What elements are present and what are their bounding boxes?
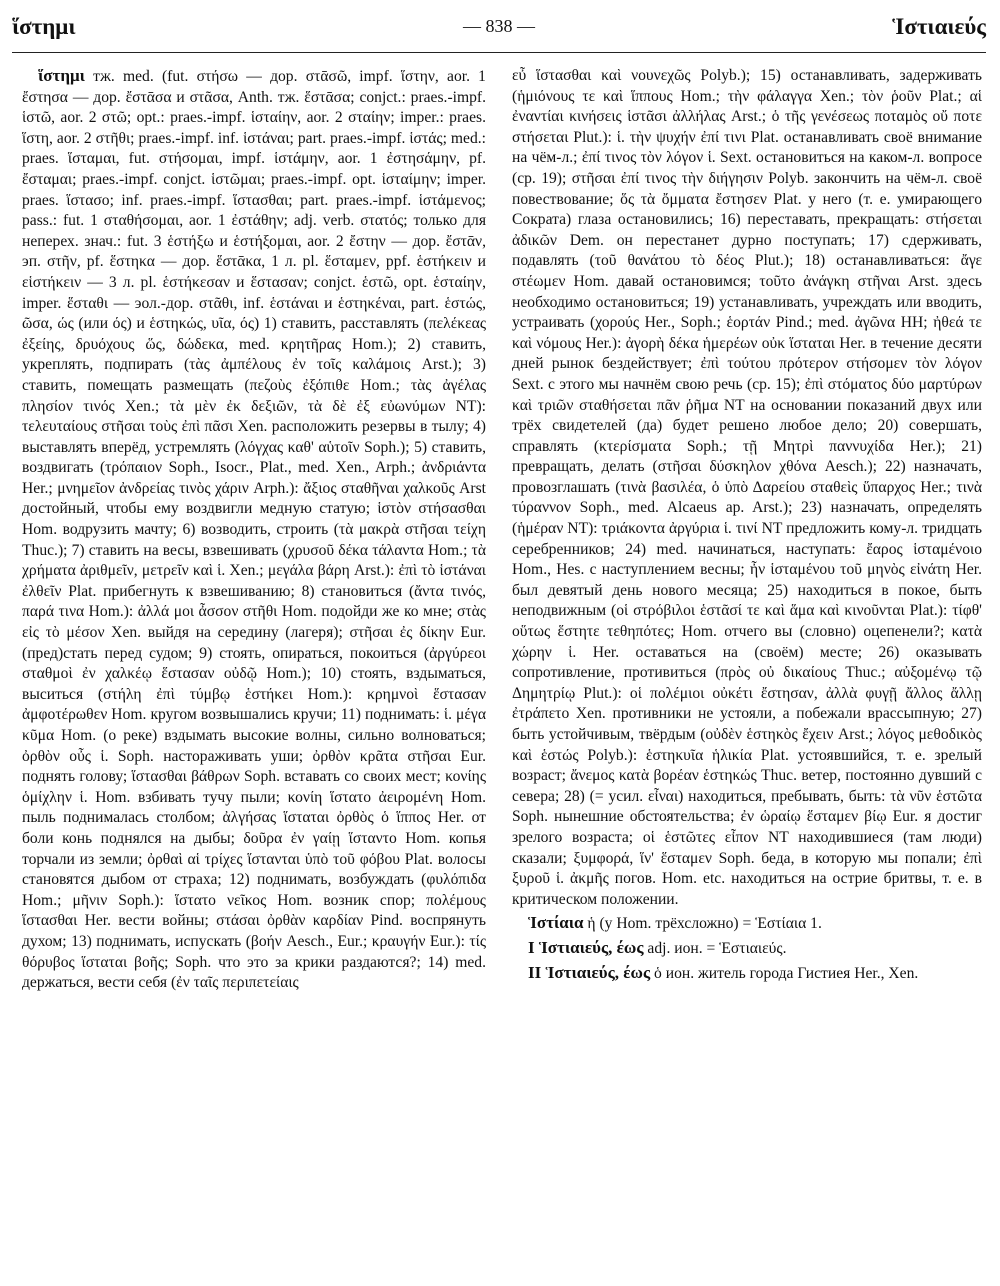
entry-lemma: Ἱστίαια (528, 913, 584, 933)
right-column (512, 66, 982, 984)
entry-histemi-continued: εὖ ἵστασθαι καὶ νουνεχῶς Polyb.); 15) останавливать, задерживать (ἡμιόνους τε καὶ ἵππους Hom.; τὴν φάλαγγα Xen.; τὸν ῥοῦν Plat.; αἱ ἐναντίαι κινήσεις ἱστᾶσι ἀλλήλας Arst.; ὁ τῆς γενέσεως ποταμὸς οὔ ποτε στήσεται Plut.): ἱ. τὴν ψυχήν ἐπί τινι Plat. останавливать своё внимание на чём-л.; ἐπί τινος τὸν λόγον ἱ. Sext. остановиться на каком-л. вопросе (ср. 19); στῆσαι ἐπί τινος τὴν διήγησιν Polyb. закончить на чём-л. своё повествование; ὅς τὰ ὄμματα ἔστησεν Plat. у него (т. е. умирающего Сократа) глаза остановились; 16) переставать, прекращать: στήσεται ἀδικῶν Dem. он перестанет дурно поступать; 17) сдерживать, подавлять (τοῦ θανάτου τὸ δέος Plut.); 18) останавливаться: ἄγε στέωμεν Hom. давай остановимся; τοῦτο ἀνάγκη στῆναι Arst. здесь необходимо остановиться; 19) устанавливать, учреждать или вводить, устраивать (χορούς Her., Soph.; ἑορτάν Pind.; med. ἀγῶνα HH; ἠθεά τε καὶ νόμους Her.): ἀγορὴ δέκα ἡμερέων οὐκ ἵσταται Her. в течение десяти дней рынок бездействует; ἐπὶ τούτου πρότερον στήσομεν τὸν λόγον Sext. с этого мы начнём свою речь (ср. 15); ἐπὶ στόματος δύο μαρτύρων καὶ τριῶν σταθήσεται πᾶν ῥῆμα NT на основании показаний двух или трёх свидетелей (да) будет решено любое дело; 20) совершать, справлять (κτερίσματα Soph.; τῇ Μητρὶ παννυχίδα Her.); 21) превращать, делать (στῆσαι δύσκηλον χθόνα Aesch.); 22) назначать, провозглашать (τινὰ βασιλέα, ὁ ὑπὸ Δαρείου σταθεὶς ὕπαρχος Her.; τινὰ τύραννον Soph., med. Alcaeus ap. Arst.); 23) назначать, определять (ἡμέραν NT): τριάκοντα ἀργύρια ἱ. τινί NT предложить кому-л. тридцать серебренников; 24) med. начинаться, наступать: ἔαρος ἱσταμένοιο Hom., Hes. с наступлением весны; ἦν ἱσταμένου τοῦ μηνὸς εἰνάτη Her. был девятый день нового месяца; 25) находиться в покое, быть неподвижным (οἱ στρόβιλοι ἑστᾶσί τε καὶ ἅμα καὶ κινοῦνται Plat.): τίφθ' οὕτως ἕστητε τεθηπότες; Hom. отчего вы (словно) оцепенели?; κατὰ χώρην ἱ. Her. оставаться на (своём) месте; 26) оказывать сопротивление, противиться (πρὸς οὐ δικαίους Thuc.; αὐξομένῳ τῷ Δημητρίῳ Plut.): οἱ πολέμιοι οὐκέτι ἔστησαν, ἀλλὰ φυγῇ ἄλλος ἄλλῃ ἐτράπετο Xen. противники не устояли, а побежали врассыпную; 27) быть устойчивым, твёрдым (οὐδὲν ἑστηκὸς ἔχειν Arst.; λόγος μεθοδικὸς καὶ ἑστώς Polyb.): ἑστηκυῖα ἡλικία Plat. устоявшийся, т. е. зрелый возраст; ἄνεμος κατὰ βορέαν ἑστηκώς Thuc. ветер, постоянно дувший с севера; 28) (= усил. εἶναι) находиться, пребывать, быть: τὰ νῦν ἑστῶτα Soph. нынешние обстоятельства; ἐν ὡραίῳ ἕσταμεν βίῳ Eur. я достиг зрелого возраста; οἱ ἑστῶτες εἶπον NT находившиеся (там люди) сказали; ξυμφορά, ἵν' ἕσταμεν Soph. беда, в которую мы попали; ἐπὶ ξυροῦ ἱ. ἀκμῆς погов. Hom. etc. находиться на острие бритвы, т. е. в критическом положении. (512, 67, 982, 908)
entry-text: adj. ион. = Ἑστιαιεύς. (647, 939, 787, 957)
entry-histiaia (512, 913, 982, 935)
entry-lemma: II Ἱστιαιεύς, έως (528, 962, 651, 982)
header-left-headword: ἵστημι (12, 14, 76, 39)
header-right-headword: Ἱστιαιεύς (892, 14, 986, 39)
entry-lemma: I Ἱστιαιεύς, έως (528, 937, 644, 957)
entry-text: ὁ ион. житель города Гистиея Her., Xen. (654, 964, 919, 982)
entry-histemi (22, 66, 486, 994)
left-column (22, 66, 486, 994)
header-rule (12, 52, 986, 53)
entry-lemma: ἵστημι (38, 66, 85, 85)
entry-text: тж. med. (fut. στήσω — дор. στᾱσῶ, impf. ἵστην, aor. 1 ἔστησα — дор. ἔστᾱσα и στᾶσα, Anth. тж. ἕστᾱσα; conjct.: praes.-impf. ἱστῶ, aor. 2 στῶ; opt.: praes.-impf. ἱσταίην, aor. 2 σταίην; imper.: praes. ἵστη, aor. 2 στῆθι; praes.-impf. inf. ἱστάναι; part. praes.-impf. ἱστάς; med.: praes. ἵσταμαι, fut. στήσομαι, impf. ἱστάμην, aor. 1 ἐστησάμην, pf. ἔσταμαι; praes.-impf. conjct. ἱστῶμαι; praes.-impf. opt. ἱσταίμην; imper. praes. ἵστασο; inf. praes.-impf. ἵστασθαι; part. praes.-impf. ἱστάμενος; pass.: fut. 1 σταθήσομαι, aor. 1 ἐστάθην; adj. verb. στατός; только для неперех. знач.: fut. 3 ἑστήξω и ἑστήξομαι, aor. 2 ἔστην — дор. ἔστᾱν, эп. στῆν, pf. ἕστηκα — дор. ἕστᾱκα, 1 л. pl. ἕσταμεν, ppf. ἑστήκειν и εἱστήκειν — 3 л. pl. ἑστήκεσαν и ἕστασαν; conjct. ἑστῶ, opt. ἑσταίην, imper. ἕσταθι — эол.-дор. στᾶθι, inf. ἑστάναι и ἑστηκέναι, part. ἑστώς, ῶσα, ώς (или ός) и ἑστηκώς, υῖα, ός) 1) ставить, расставлять (πελέκεας ἐξείης, δρυόχους ὥς, δώδεκα, med. κρητῆρας Hom.); 2) ставить, укреплять, подпирать (τὰς ἀμπέλους ἐν τοῖς καλάμοις Arst.); 3) ставить, помещать размещать (πεζοὺς ἐξόπιθε Hom.; τὰς ἀγέλας πλησίον τινός Xen.; τὰ μὲν ἐκ δεξιῶν, τὰ δὲ ἐξ εὐωνύμων NT): τελευταίους στῆσαι τοὺς ἐπὶ πᾶσι Xen. расположить резервы в тылу; 4) выставлять вперёд, устремлять (λόγχας καθ' αὑτοῖν Soph.); 5) ставить, воздвигать (τρόπαιον Soph., Isocr., Plat., med. Xen., Arph.; ἀνδριάντα Her.; μνημεῖον ἀνδρείας τινὸς χάριν Arph.): ἄξιος σταθῆναι χαλκοῦς Arst достойный, чтобы ему воздвигли медную статую; ἱστὸν στήσασθαι Hom. водрузить мачту; 6) возводить, строить (τὰ μακρὰ στῆσαι τείχη Thuc.); 7) ставить на весы, взвешивать (χρυσοῦ δέκα τάλαντα Hom.; τὰ χρήματα ἀριθμεῖν, μετρεῖν καὶ ἱ. Xen.; μεγάλα βάρη Arst.): ἐπὶ τὸ ἱστάναι ἐλθεῖν Plat. прибегнуть к взвешиванию; 8) становиться (ἄντα τινός, παρά τινα Hom.): ἀλλά μοι ἆσσον στῆθι Hom. подойди же ко мне; στὰς εἰς τὸ μέσον Xen. выйдя на середину (лагеря); στῆσαι ἐς δίκην Eur. (пред)стать перед судом; 9) стоять, опираться, покоиться (ἀργύρεοι σταθμοὶ ἐν χαλκέῳ ἕστασαν οὐδῷ Hom.); 10) стоять, вздыматься, выситься (στήλη ἐπὶ τύμβῳ ἑστήκει Hom.): κρημνοὶ ἕστασαν ἀμφοτέρωθεν Hom. кругом возвышались кручи; 11) поднимать: ἱ. μέγα κῦμα Hom. (о реке) вздымать высокие волны, сильно волноваться; ὀρθὸν οὖς ἱ. Soph. настораживать уши; ὀρθὸν κρᾶτα στῆσαι Eur. поднять голову; ἵστασθαι βάθρων Soph. вставать со своих мест; κονίης ὁμίχλην ἱ. Hom. взбивать тучу пыли; κονίη ἵστατο ἀειρομένη Hom. пыль поднималась столбом; ἀλγήσας ἵσταται ὀρθὸς ὁ ἵππος Her. от боли конь поднялся на дыбы; δοῦρα ἐν γαίῃ ἵσταντο Hom. копья торчали из земли; ὀρθαὶ αἱ τρίχες ἵστανται ὑπὸ τοῦ φόβου Plat. волосы становятся дыбом от страха; 12) поднимать, возбуждать (φυλόπιδα Hom.; μῆνιν Soph.): ἵστατο νεῖκος Hom. возник спор; πολέμους ἵστασθαι Her. вести войны; στάσαι ὀρθὰν καρδίαν Pind. воспрянуть духом; 13) поднимать, испускать (βοήν Aesch., Eur.; κραυγήν Eur.): τίς θόρυβος ἵσταται βοῆς; Soph. что это за крики раздаются?; 14) med. держаться, вести себя (ἐν ταῖς περιπετείαις (22, 68, 486, 992)
entry-histiaieus-2 (512, 963, 982, 985)
page-header (12, 14, 986, 44)
page-number: — 838 — (463, 16, 535, 36)
entry-histiaieus-1 (512, 938, 982, 960)
entry-text: ἡ (у Hom. трёхсложно) = Ἑστίαια 1. (587, 915, 822, 933)
